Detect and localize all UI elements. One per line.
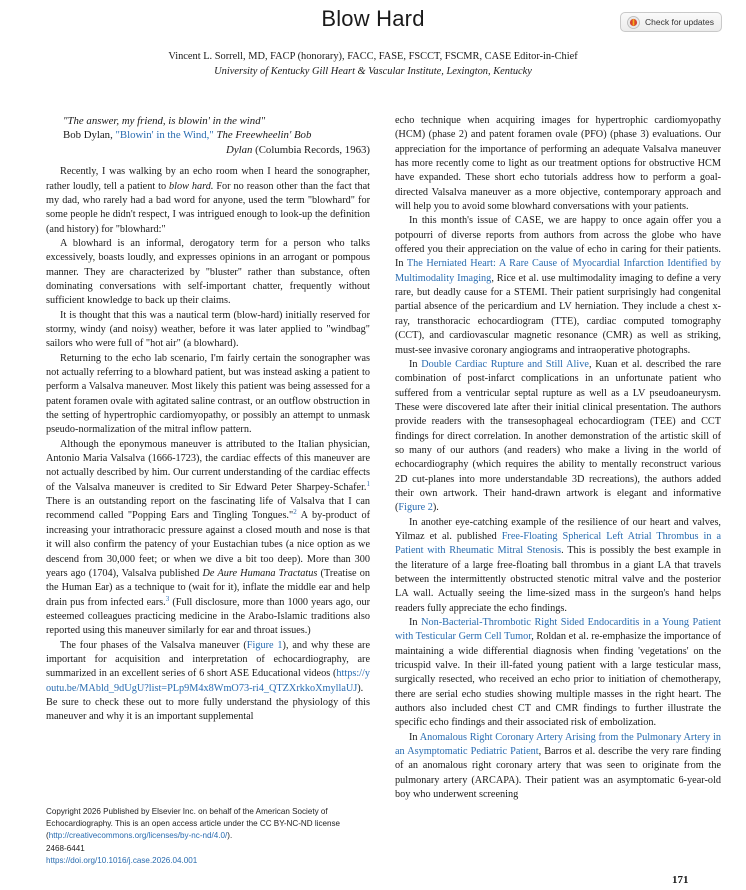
page-number: 171 [672, 874, 689, 886]
paragraph: In this month's issue of CASE, we are happy to once again offer you a potpourri of diverse reports from authors from across the globe who have offered you their appreciation on the value of echo in caring for their patients. In The Herniated Heart: A Rare Cause of Myocardial Infarction Identified by Multimodality Imaging, Rice et al. use multimodality imaging to define a very rare, but deadly cause for a STEMI. Their patient surprisingly had congenital partial absence of the pericardium and LV herniation. They include a chest x-ray, transthoracic echocardiogram (TTE), cardiac computed tomography (CCT), and cardiovascular magnetic resonance (CMR) as well as striking, must-see invasive coronary angiograms and intraoperative photographs. [395, 215, 721, 356]
epigraph-quote: "The answer, my friend, is blowin' in the wind" [63, 115, 266, 127]
author-line: Vincent L. Sorrell, MD, FACP (honorary), FACC, FASE, FSCCT, FSCMR, CASE Editor-in-Chief [168, 51, 578, 62]
epigraph-attribution [63, 128, 370, 142]
reference-link[interactable]: 1 [366, 479, 370, 488]
left-column [46, 114, 370, 725]
paragraph: In Double Cardiac Rupture and Still Alive, Kuan et al. described the rare combination of post-infarct complications in an unfortunate patient who suffered from a ventricular septal rupture as well as a LV pseudoaneurysm. These were discovered late after their initial clinical presentation. The authors provide readers with the transesophageal echocardiogram (TEE) and CCT findings for direct correlation. In another demonstration of the artistic skill of so many of our authors (and readers) who make a living in the world of echocardiography (which requires the ability to mentally reconstruct various 2D cut-planes into more understandable 3D recreations), the authors added their own artwork. Their hand-drawn artwork is elegant and informative (Figure 2). [395, 358, 721, 514]
doi-link[interactable]: https://doi.org/10.1016/j.case.2026.04.001 [46, 855, 198, 865]
check-updates-label: Check for updates [645, 17, 714, 27]
copyright-notice: Copyright 2026 Published by Elsevier Inc. on behalf of the American Society of Echocardiography. This is an open access article under the CC BY-NC-ND license (http://creativecommons.org/licenses/by-nc-nd/4.0/). [46, 807, 341, 841]
license-link[interactable]: http://creativecommons.org/licenses/by-nc-nd/4.0/ [48, 831, 228, 841]
epigraph-attribution-cont [63, 143, 370, 157]
reference-link[interactable]: 2 [293, 508, 297, 517]
paragraph: It is thought that this was a nautical term (blow-hard) initially reserved for stormy, windy (and noisy) weather, before it was later applied to "windbag" sailors who were full of "hot air" (a blowhard). [46, 309, 370, 350]
epigraph-artist: Bob Dylan, [63, 129, 116, 142]
song-link[interactable]: "Blowin' in the Wind," [115, 129, 214, 142]
paragraph: In Non-Bacterial-Thrombotic Right Sided Endocarditis in a Young Patient with Testicular Germ Cell Tumor, Roldan et al. re-emphasize the importance of maintaining a wide differential diagnosis when finding 'vegetations' on the tricuspid valve. In their ill-fated young patient with a large testicular mass, surgically resected, who received an echo prior to initiation of chemotherapy, there are serial echo studies showing multiple masses in the right heart. The authors also included chest CT and CMR findings to further illustrate the specific echo findings and their associated risk of embolization. [395, 617, 722, 729]
issn: 2468-6441 [46, 843, 85, 853]
article-link[interactable]: Anomalous Right Coronary Artery Arising from the Pulmonary Artery in an Asymptomatic Pediatric Patient [395, 731, 721, 758]
paragraph: In another eye-catching example of the resilience of our heart and valves, Yilmaz et al. published Free-Floating Spherical Left Atrial Thrombus in a Patient with Rheumatic Mitral Stenosis. This is possibly the best example in the literature of a large free-floating ball thrombus in a giant LA that travels between the intermittently obstructed stenotic mitral valve and the posterior LA wall. Actually seeing the lime-sized mass in the surgeon's hand helps readers fully appreciate the echo findings. [395, 516, 721, 614]
epigraph-label: (Columbia Records, 1963) [252, 143, 370, 156]
affiliation-line: University of Kentucky Gill Heart & Vascular Institute, Lexington, Kentucky [214, 66, 532, 77]
paragraph: Although the eponymous maneuver is attributed to the Italian physician, Antonio Maria Valsalva (1666-1723), the cardiac effects of this maneuver are not actually described by him. Our current understanding of the cardiac effects of the Valsalva maneuver is credited to Sir Edward Peter Sharpey-Schafer.$^1$ There is an outstanding report on the fascinating life of Valsalva that I can recommend called "Popping Ears and Tingling Tongues."$^2$ A by-product of increasing your intrathoracic pressure against a closed mouth and nose is that it will also confirm the patency of your Eustachian tubes (a nice option as we descend from 30,000 feet; or when we dive a bit too deep). More than 300 years ago (1704), Valsalva published De Aure Humana Tractatus (Treatise on the Human Ear) as a technique to (wait for it), inflate the middle ear and help drain pus from infected ears.$^3$ (Full disclosure, more than 1000 years ago, our esteemed colleagues practicing medicine in the Arabo-Islamic traditions also reported using this maneuver similarly for ear and throat issues.) [46, 438, 371, 637]
article-link[interactable]: Non-Bacterial-Thrombotic Right Sided Endocarditis in a Young Patient with Testicular Germ Cell Tumor [395, 617, 721, 643]
epigraph [46, 114, 370, 157]
reference-link[interactable]: 3 [165, 594, 170, 603]
check-updates-icon [627, 16, 640, 29]
paragraph: In Anomalous Right Coronary Artery Arising from the Pulmonary Artery in an Asymptomatic Pediatric Patient, Barros et al. describe the very rare finding of an anomalous right coronary artery that was seen to originate from the pulmonary artery (ARCAPA). Their patient was an asymptomatic 6-year-old boy who underwent screening [395, 731, 721, 801]
right-column [395, 114, 721, 803]
article-link[interactable]: Free-Floating Spherical Left Atrial Thrombus in a Patient with Rheumatic Mitral Stenosis [395, 530, 721, 557]
paragraph: echo technique when acquiring images for hypertrophic cardiomyopathy (HCM) (phase 2) and patent foramen ovale (PFO) (phase 3) evaluations. Our appreciation for the importance of performing an adequate Valsalva maneuver has more recently come to light as our treatment options for obstructive HCM have expanded. These short echo tutorials address how to perform a goal-directed Valsalva maneuver as a more objective, contemporary approach and will help you to avoid some blowhard conversations with your patients. [395, 115, 721, 213]
epigraph-album-2: Dylan [226, 143, 253, 156]
paragraph: Returning to the echo lab scenario, I'm fairly certain the sonographer was not actually referring to a blowhard patient, but was instead asking a patient to perform a Valsalva maneuver. Most likely this patient was being assessed for a patent foramen ovale with agitated saline contrast, or an outflow obstruction in the setting of hypertrophic cardiomyopathy, or possibly an attempt to unmask pseudo-normalization of the mitral inflow pattern. [46, 352, 370, 436]
paragraph: A blowhard is an informal, derogatory term for a person who talks excessively, boasts loudly, and expresses opinions in an arrogant or pompous manner. They are characterized by "bluster" rather than substance, often dominating conversations with self-important chatter, frequently without sufficient knowledge to back up their claims. [46, 237, 370, 307]
check-for-updates-button[interactable] [620, 12, 722, 32]
article-title: Blow Hard [321, 6, 425, 31]
paragraph: Recently, I was walking by an echo room when I heard the sonographer, rather loudly, tell a patient to blow hard. For no reason other than the fact that my dad, who rarely had a bad word for anyone, used the term "blowhard" for some people he didn't respect, I was intrigued enough to look-up the definition (and history) for "blowhard:" [46, 166, 371, 235]
figure-link[interactable]: Figure 2 [398, 502, 433, 514]
epigraph-album: The Freewheelin' Bob [213, 129, 312, 142]
article-link[interactable]: Double Cardiac Rupture and Still Alive [421, 358, 589, 370]
footer [46, 806, 376, 867]
figure-link[interactable]: Figure 1 [246, 639, 283, 651]
article-link[interactable]: The Herniated Heart: A Rare Cause of Myocardial Infarction Identified by Multimodality Imaging [395, 258, 721, 284]
video-link[interactable]: https://youtu.be/MAbld_9dUgU?list=PLp9M4x8WmO73-ri4_QTZXrkkoXmyllaUJ [46, 668, 370, 694]
paragraph: The four phases of the Valsalva maneuver (Figure 1), and why these are important for acquisition and interpretation of echocardiography, are summarized in an excellent series of 6 short ASE Educational videos (https://youtu.be/MAbld_9dUgU?list=PLp9M4x8WmO73-ri4_QTZXrkkoXmyllaUJ). Be sure to check these out to more fully understand the physiology of this maneuver and why it is an important supplemental [46, 639, 370, 723]
